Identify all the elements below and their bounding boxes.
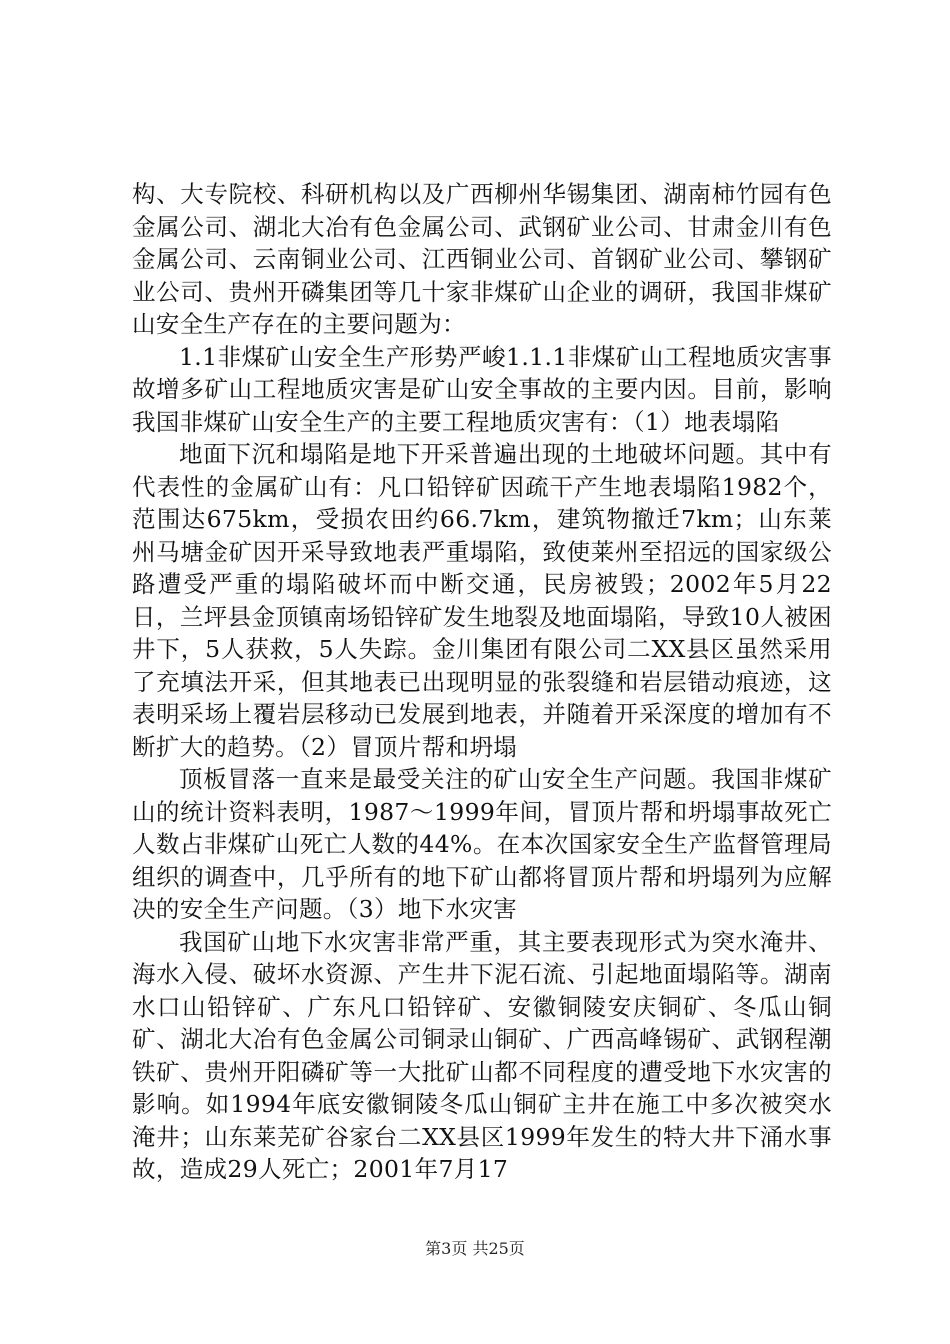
paragraph-1: 构、大专院校、科研机构以及广西柳州华锡集团、湖南柿竹园有色金属公司、湖北大冶有色金属公司、武钢矿业公司、甘肃金川有色金属公司、云南铜业公司、江西铜业公司、首钢矿业公司、攀钢矿业公司、贵州开磷集团等几十家非煤矿山企业的调研，我国非煤矿山安全生产存在的主要问题为： (132, 180, 832, 338)
paragraph-3: 地面下沉和塌陷是地下开采普遍出现的土地破坏问题。其中有代表性的金属矿山有：凡口铅锌矿因疏干产生地表塌陷1982个，范围达675km，受损农田约66.7km，建筑物撤迁7km；山东莱州马塘金矿因开采导致地表严重塌陷，致使莱州至招远的国家级公路遭受严重的塌陷破坏而中断交通，民房被毁；2002年5月22日，兰坪县金顶镇南场铅锌矿发生地裂及地面塌陷，导致10人被困井下，5人获救，5人失踪。金川集团有限公司二XX县区虽然采用了充填法开采，但其地表已出现明显的张裂缝和岩层错动痕迹，这表明采场上覆岩层移动已发展到地表，并随着开采深度的增加有不断扩大的趋势。（2）冒顶片帮和坍塌 (132, 440, 832, 761)
page-number-footer: 第3页 共25页 (425, 1239, 525, 1258)
document-body (132, 178, 832, 1186)
paragraph-4: 顶板冒落一直来是最受关注的矿山安全生产问题。我国非煤矿山的统计资料表明，1987～1999年间，冒顶片帮和坍塌事故死亡人数占非煤矿山死亡人数的44%。在本次国家安全生产监督管理局组织的调查中，几乎所有的地下矿山都将冒顶片帮和坍塌列为应解决的安全生产问题。（3）地下水灾害 (132, 765, 832, 923)
paragraph-5: 我国矿山地下水灾害非常严重，其主要表现形式为突水淹井、海水入侵、破坏水资源、产生井下泥石流、引起地面塌陷等。湖南水口山铅锌矿、广东凡口铅锌矿、安徽铜陵安庆铜矿、冬瓜山铜矿、湖北大冶有色金属公司铜录山铜矿、广西高峰锡矿、武钢程潮铁矿、贵州开阳磷矿等一大批矿山都不同程度的遭受地下水灾害的影响。如1994年底安徽铜陵冬瓜山铜矿主井在施工中多次被突水淹井；山东莱芜矿谷家台二XX县区1999年发生的特大井下涌水事故，造成29人死亡；2001年7月17 (132, 927, 832, 1183)
paragraph-2: 1.1非煤矿山安全生产形势严峻1.1.1非煤矿山工程地质灾害事故增多矿山工程地质灾害是矿山安全事故的主要内因。目前，影响我国非煤矿山安全生产的主要工程地质灾害有：（1）地表塌陷 (132, 342, 832, 436)
